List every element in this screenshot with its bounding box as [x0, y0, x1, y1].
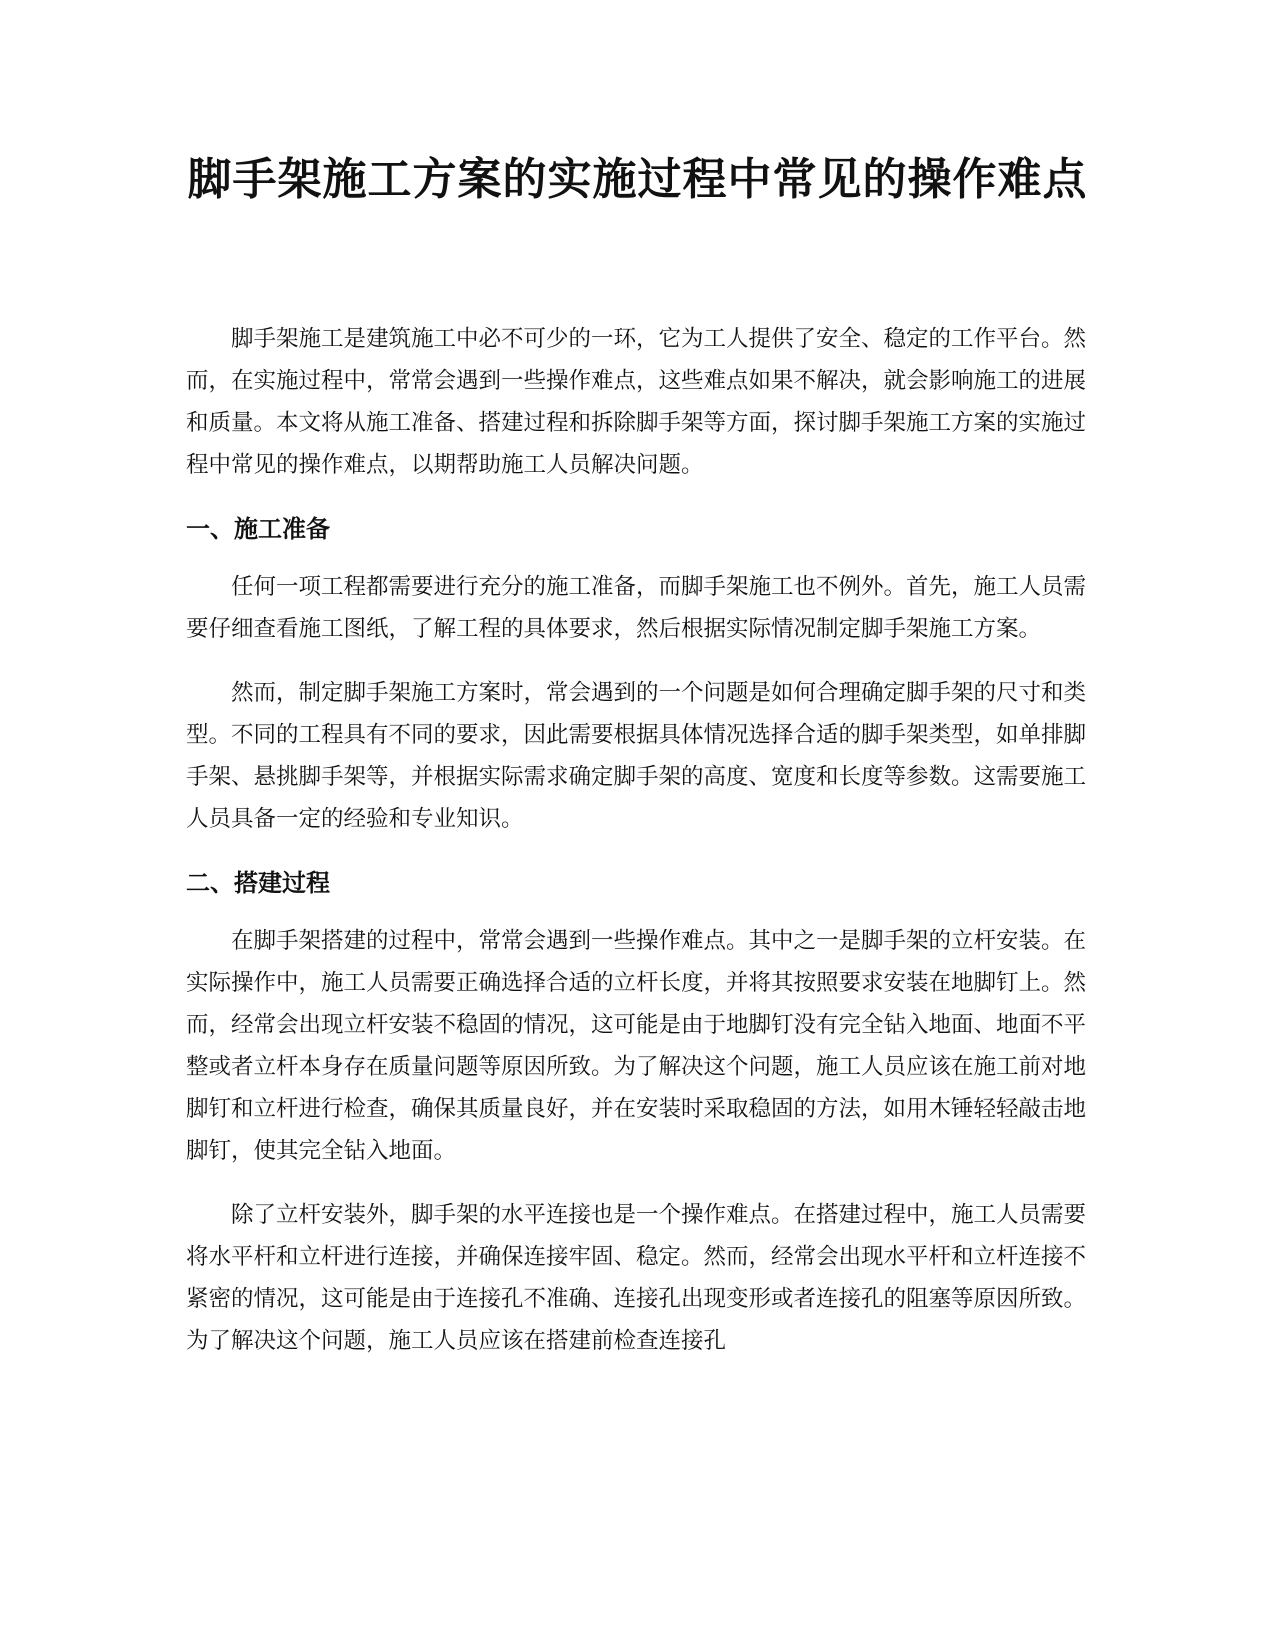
section-heading: 二、搭建过程 [186, 869, 330, 897]
intro-paragraph: 脚手架施工是建筑施工中必不可少的一环，它为工人提供了安全、稳定的工作平台。然而，在实施过程中，常常会遇到一些操作难点，这些难点如果不解决，就会影响施工的进展和质量。本文将从施工准备、搭建过程和拆除脚手架等方面，探讨脚手架施工方案的实施过程中常见的操作难点，以期帮助施工人员解决问题。 [186, 326, 1087, 478]
section-preparation [186, 508, 1086, 840]
body-paragraph: 除了立杆安装外，脚手架的水平连接也是一个操作难点。在搭建过程中，施工人员需要将水平杆和立杆进行连接，并确保连接牢固、稳定。然而，经常会出现水平杆和立杆连接不紧密的情况，这可能是由于连接孔不准确、连接孔出现变形或者连接孔的阻塞等原因所致。为了解决这个问题，施工人员应该在搭建前检查连接孔 [186, 1202, 1087, 1354]
body-paragraph: 然而，制定脚手架施工方案时，常会遇到的一个问题是如何合理确定脚手架的尺寸和类型。不同的工程具有不同的要求，因此需要根据具体情况选择合适的脚手架类型，如单排脚手架、悬挑脚手架等，并根据实际需求确定脚手架的高度、宽度和长度等参数。这需要施工人员具备一定的经验和专业知识。 [186, 680, 1087, 832]
document-body [186, 318, 1086, 1384]
body-paragraph: 在脚手架搭建的过程中，常常会遇到一些操作难点。其中之一是脚手架的立杆安装。在实际操作中，施工人员需要正确选择合适的立杆长度，并将其按照要求安装在地脚钉上。然而，经常会出现立杆安装不稳固的情况，这可能是由于地脚钉没有完全钻入地面、地面不平整或者立杆本身存在质量问题等原因所致。为了解决这个问题，施工人员应该在施工前对地脚钉和立杆进行检查，确保其质量良好，并在安装时采取稳固的方法，如用木锤轻轻敲击地脚钉，使其完全钻入地面。 [186, 928, 1087, 1164]
section-heading: 一、施工准备 [186, 515, 330, 543]
document-title: 脚手架施工方案的实施过程中常见的操作难点 [187, 154, 1088, 205]
body-paragraph: 任何一项工程都需要进行充分的施工准备，而脚手架施工也不例外。首先，施工人员需要仔细查看施工图纸，了解工程的具体要求，然后根据实际情况制定脚手架施工方案。 [186, 574, 1087, 642]
section-erection [186, 862, 1086, 1362]
